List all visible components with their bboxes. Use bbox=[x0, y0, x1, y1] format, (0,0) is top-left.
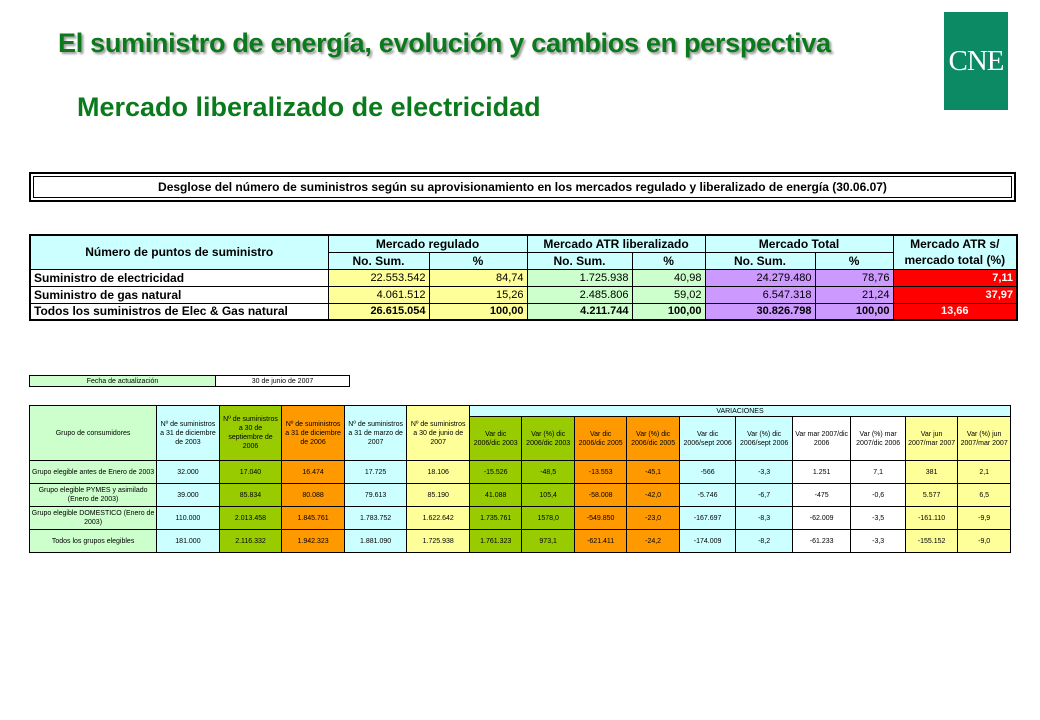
cell-reg-n: 22.553.542 bbox=[328, 269, 429, 286]
cell-tot-n: 24.279.480 bbox=[705, 269, 815, 286]
cell: 18.106 bbox=[407, 461, 470, 484]
header-col-1: Nº de suministros a 30 de septiembre de 2006 bbox=[219, 406, 282, 461]
page-title: El suministro de energía, evolución y cambios en perspectiva bbox=[58, 28, 831, 58]
header-var-7: Var (%) mar 2007/dic 2006 bbox=[851, 417, 905, 461]
cell: -174.009 bbox=[679, 530, 736, 553]
cell: -0,6 bbox=[851, 484, 905, 507]
cell: 973,1 bbox=[522, 530, 574, 553]
row-label: Suministro de electricidad bbox=[30, 269, 328, 286]
row-label: Todos los grupos elegibles bbox=[30, 530, 157, 553]
cell: -3,5 bbox=[851, 507, 905, 530]
cell: 2.116.332 bbox=[219, 530, 282, 553]
cell: 41.088 bbox=[469, 484, 521, 507]
cell-tot-p: 78,76 bbox=[815, 269, 893, 286]
cell: 6,5 bbox=[958, 484, 1011, 507]
cell: 181.000 bbox=[157, 530, 220, 553]
cell: 1.845.761 bbox=[282, 507, 345, 530]
header-var-8: Var jun 2007/mar 2007 bbox=[905, 417, 957, 461]
cell: 1.881.090 bbox=[344, 530, 407, 553]
header-var-1: Var (%) dic 2006/dic 2003 bbox=[522, 417, 574, 461]
cell: -23,0 bbox=[627, 507, 679, 530]
cell-tot-n: 6.547.318 bbox=[705, 286, 815, 303]
fecha-value: 30 de junio de 2007 bbox=[216, 376, 350, 387]
sub-pct-atr: % bbox=[632, 252, 705, 269]
cell: 2,1 bbox=[958, 461, 1011, 484]
cell: 110.000 bbox=[157, 507, 220, 530]
cell-ratio: 37,97 bbox=[893, 286, 1017, 303]
fecha-table bbox=[29, 375, 350, 387]
cell: 32.000 bbox=[157, 461, 220, 484]
header-var-2: Var dic 2006/dic 2005 bbox=[574, 417, 626, 461]
sub-nosum-tot: No. Sum. bbox=[705, 252, 815, 269]
table-row bbox=[30, 530, 1011, 553]
table-row bbox=[30, 507, 1011, 530]
cell: -8,2 bbox=[736, 530, 793, 553]
cell: 1578,0 bbox=[522, 507, 574, 530]
cell: -24,2 bbox=[627, 530, 679, 553]
header-var-3: Var (%) dic 2006/dic 2005 bbox=[627, 417, 679, 461]
sub-nosum-atr: No. Sum. bbox=[527, 252, 632, 269]
table-row bbox=[30, 269, 1017, 286]
cell: -167.697 bbox=[679, 507, 736, 530]
header-var-5: Var (%) dic 2006/sept 2006 bbox=[736, 417, 793, 461]
cell: 105,4 bbox=[522, 484, 574, 507]
row-label: Todos los suministros de Elec & Gas natural bbox=[30, 303, 328, 320]
cell: -58.008 bbox=[574, 484, 626, 507]
cell: 1.251 bbox=[792, 461, 851, 484]
cell: -621.411 bbox=[574, 530, 626, 553]
cell-reg-n: 26.615.054 bbox=[328, 303, 429, 320]
cell-atr-p: 100,00 bbox=[632, 303, 705, 320]
sub-nosum-reg: No. Sum. bbox=[328, 252, 429, 269]
header-total: Mercado Total bbox=[705, 235, 893, 252]
header-col-0: Nº de suministros a 31 de diciembre de 2003 bbox=[157, 406, 220, 461]
desglose-inner-border bbox=[33, 176, 1012, 198]
header-col-3: Nº de suministros a 31 de marzo de 2007 bbox=[344, 406, 407, 461]
page-subtitle: Mercado liberalizado de electricidad bbox=[77, 92, 541, 122]
header-var-9: Var (%) jun 2007/mar 2007 bbox=[958, 417, 1011, 461]
cell-atr-p: 40,98 bbox=[632, 269, 705, 286]
cell: 85.834 bbox=[219, 484, 282, 507]
desglose-title: Desglose del número de suministros según su aprovisionamiento en los mercados regulado y liberalizado de energía (30.06.07) bbox=[158, 180, 887, 194]
cell: 1.735.761 bbox=[469, 507, 521, 530]
table-row bbox=[30, 461, 1011, 484]
sub-pct-reg: % bbox=[429, 252, 527, 269]
cell: -8,3 bbox=[736, 507, 793, 530]
cell: -3,3 bbox=[736, 461, 793, 484]
table-row bbox=[30, 286, 1017, 303]
header-col-2: Nº de suministros a 31 de diciembre de 2006 bbox=[282, 406, 345, 461]
cell: 1.942.323 bbox=[282, 530, 345, 553]
desglose-title-box bbox=[29, 172, 1016, 202]
fecha-label: Fecha de actualización bbox=[30, 376, 216, 387]
cne-logo: CNE bbox=[944, 12, 1008, 110]
header-grupo: Grupo de consumidores bbox=[30, 406, 157, 461]
cell: -3,3 bbox=[851, 530, 905, 553]
cell: 85.190 bbox=[407, 484, 470, 507]
cell-atr-n: 1.725.938 bbox=[527, 269, 632, 286]
supply-points-table bbox=[29, 234, 1018, 321]
cell-ratio: 7,11 bbox=[893, 269, 1017, 286]
cell: 5.577 bbox=[905, 484, 957, 507]
header-regulado: Mercado regulado bbox=[328, 235, 527, 252]
cell-tot-p: 21,24 bbox=[815, 286, 893, 303]
header-atr: Mercado ATR liberalizado bbox=[527, 235, 705, 252]
header-puntos: Número de puntos de suministro bbox=[30, 235, 328, 269]
cell: 17.725 bbox=[344, 461, 407, 484]
cell-tot-n: 30.826.798 bbox=[705, 303, 815, 320]
cell: 80.088 bbox=[282, 484, 345, 507]
cell-ratio: 13,66 bbox=[893, 303, 1017, 320]
cell: -61.233 bbox=[792, 530, 851, 553]
header-ratio: Mercado ATR s/ mercado total (%) bbox=[893, 235, 1017, 269]
cell-tot-p: 100,00 bbox=[815, 303, 893, 320]
cell: 17.040 bbox=[219, 461, 282, 484]
row-label: Grupo elegible DOMESTICO (Enero de 2003) bbox=[30, 507, 157, 530]
cell: -9,0 bbox=[958, 530, 1011, 553]
table-row bbox=[30, 303, 1017, 320]
cell: 79.613 bbox=[344, 484, 407, 507]
cell: 1.761.323 bbox=[469, 530, 521, 553]
cell: -45,1 bbox=[627, 461, 679, 484]
cell: -48,5 bbox=[522, 461, 574, 484]
cell: 7,1 bbox=[851, 461, 905, 484]
cell: -62.009 bbox=[792, 507, 851, 530]
row-label: Suministro de gas natural bbox=[30, 286, 328, 303]
cell-atr-n: 4.211.744 bbox=[527, 303, 632, 320]
variaciones-table bbox=[29, 405, 1011, 553]
cell: 1.783.752 bbox=[344, 507, 407, 530]
header-var-6: Var mar 2007/dic 2006 bbox=[792, 417, 851, 461]
cell: 1.622.642 bbox=[407, 507, 470, 530]
cell: -155.152 bbox=[905, 530, 957, 553]
cell-atr-p: 59,02 bbox=[632, 286, 705, 303]
cell: 2.013.458 bbox=[219, 507, 282, 530]
header-col-4: Nº de suministros a 30 de junio de 2007 bbox=[407, 406, 470, 461]
cell-reg-p: 100,00 bbox=[429, 303, 527, 320]
cell: -566 bbox=[679, 461, 736, 484]
cell-reg-p: 84,74 bbox=[429, 269, 527, 286]
header-variaciones: VARIACIONES bbox=[469, 406, 1010, 417]
cell-atr-n: 2.485.806 bbox=[527, 286, 632, 303]
cell: -5.746 bbox=[679, 484, 736, 507]
cell-reg-n: 4.061.512 bbox=[328, 286, 429, 303]
cell: 381 bbox=[905, 461, 957, 484]
cell: -9,9 bbox=[958, 507, 1011, 530]
cell-reg-p: 15,26 bbox=[429, 286, 527, 303]
cell: -475 bbox=[792, 484, 851, 507]
header-var-0: Var dic 2006/dic 2003 bbox=[469, 417, 521, 461]
cell: -549.850 bbox=[574, 507, 626, 530]
cell: -15.526 bbox=[469, 461, 521, 484]
cell: 16.474 bbox=[282, 461, 345, 484]
header-var-4: Var dic 2006/sept 2006 bbox=[679, 417, 736, 461]
sub-pct-tot: % bbox=[815, 252, 893, 269]
table-row bbox=[30, 484, 1011, 507]
cell: -42,0 bbox=[627, 484, 679, 507]
cell: 39.000 bbox=[157, 484, 220, 507]
row-label: Grupo elegible PYMES y asimilado (Enero de 2003) bbox=[30, 484, 157, 507]
cell: -161.110 bbox=[905, 507, 957, 530]
cell: 1.725.938 bbox=[407, 530, 470, 553]
cell: -13.553 bbox=[574, 461, 626, 484]
cell: -6,7 bbox=[736, 484, 793, 507]
row-label: Grupo elegible antes de Enero de 2003 bbox=[30, 461, 157, 484]
